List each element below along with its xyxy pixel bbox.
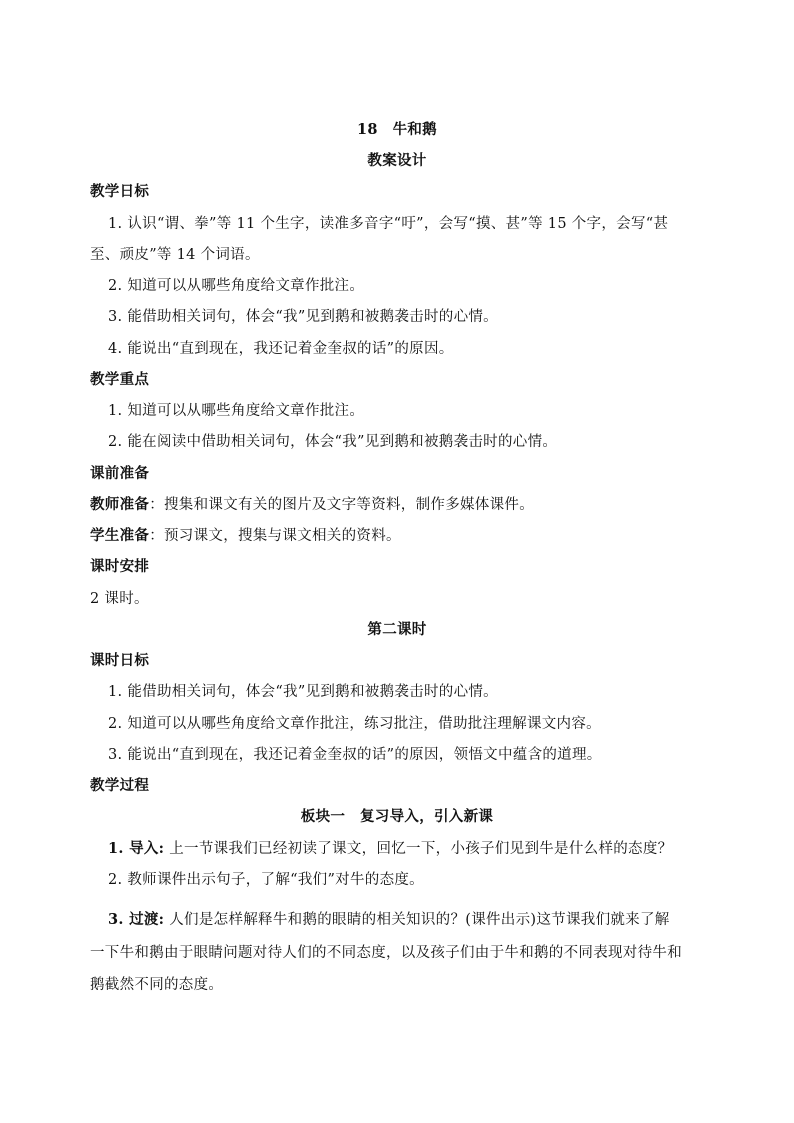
teacher-prep-text: ：搜集和课文有关的图片及文字等资料，制作多媒体课件。 xyxy=(149,497,535,513)
process-item-2: 2. 教师课件出示句子，了解“我们”对牛的态度。 xyxy=(108,872,424,888)
lesson-goals-heading: 课时日标 xyxy=(90,652,150,669)
goal-3: 3. 能借助相关词句，体会“我”见到鹅和被鹅袭击时的心情。 xyxy=(108,309,498,325)
schedule-text: 2 课时。 xyxy=(90,591,149,607)
goal-2: 2. 知道可以从哪些角度给文章作批注。 xyxy=(108,278,365,294)
lesson-goal-1: 1. 能借助相关词句，体会“我”见到鹅和被鹅袭击时的心情。 xyxy=(108,684,498,700)
schedule-heading: 课时安排 xyxy=(90,558,150,575)
goal-4: 4. 能说出“直到现在，我还记着金奎叔的话”的原因。 xyxy=(108,341,454,357)
lesson-goal-3: 3. 能说出“直到现在，我还记着金奎叔的话”的原因，领悟文中蕴含的道理。 xyxy=(108,747,602,763)
process-item-3 xyxy=(108,910,670,930)
goals-heading: 教学日标 xyxy=(90,183,150,200)
process-item-1 xyxy=(108,839,672,859)
lesson-2-heading: 第二课时 xyxy=(367,621,427,638)
process-item-3-line-3: 鹅截然不同的态度。 xyxy=(90,977,224,993)
lesson-title: 18 牛和鹅 xyxy=(357,121,437,138)
block-1-heading: 板块一 复习导入，引入新课 xyxy=(300,808,494,825)
prep-heading: 课前准备 xyxy=(90,465,150,482)
focus-heading: 教学重点 xyxy=(90,371,150,388)
process-item-3-text: 人们是怎样解释牛和鹅的眼睛的相关知识的？(课件出示)这节课我们就来了解 xyxy=(164,912,670,928)
lesson-subtitle: 教案设计 xyxy=(367,152,427,169)
teacher-prep xyxy=(90,495,534,515)
focus-2: 2. 能在阅读中借助相关词句，体会“我”见到鹅和被鹅袭击时的心情。 xyxy=(108,434,558,450)
process-item-1-text: 上一节课我们已经初读了课文，回忆一下，小孩子们见到牛是什么样的态度？ xyxy=(164,841,673,857)
focus-1: 1. 知道可以从哪些角度给文章作批注。 xyxy=(108,403,365,419)
lesson-goal-2: 2. 知道可以从哪些角度给文章作批注，练习批注，借助批注理解课文内容。 xyxy=(108,716,601,732)
student-prep-label: 学生准备 xyxy=(90,527,150,544)
goal-1-line-1: 1. 认识“谓、拳”等 11 个生字，读准多音字“吁”，会写“摸、甚”等 15 个字，会写“甚 xyxy=(108,216,669,232)
teacher-prep-label: 教师准备 xyxy=(90,496,150,513)
goal-1-line-2: 至、顽皮”等 14 个词语。 xyxy=(90,247,260,263)
process-item-3-label: 3. 过渡: xyxy=(108,911,165,928)
student-prep xyxy=(90,526,401,546)
process-heading: 教学过程 xyxy=(90,777,150,794)
process-item-3-line-2: 一下牛和鹅由于眼睛问题对待人们的不同态度，以及孩子们由于牛和鹅的不同表现对待牛和 xyxy=(90,945,682,961)
process-item-1-label: 1. 导入: xyxy=(108,840,165,857)
student-prep-text: ：预习课文，搜集与课文相关的资料。 xyxy=(149,528,401,544)
